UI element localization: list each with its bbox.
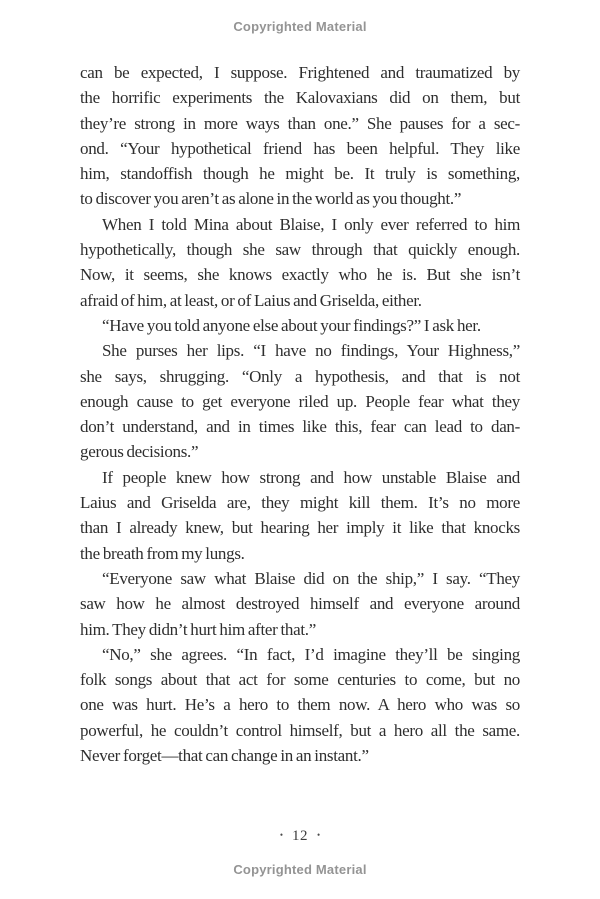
text-line: “No,” she agrees. “In fact, I’d imagine they’ll be singing (102, 644, 520, 664)
copyright-notice-top: Copyrighted Material (233, 19, 367, 34)
text-line: enough cause to get everyone riled up. People fear what they (80, 391, 520, 411)
text-line: folk songs about that act for some centuries to come, but no (80, 670, 520, 690)
text-line: than I already knew, but hearing her imply it like that knocks (80, 518, 520, 538)
text-line: him. They didn’t hurt him after that.” (80, 619, 316, 639)
text-line: the breath from my lungs. (80, 543, 245, 563)
text-line: the horrific experiments the Kalovaxians did on them, but (80, 88, 520, 108)
page-number-value: 12 (292, 828, 308, 844)
text-line: “Have you told anyone else about your findings?” I ask her. (102, 315, 481, 335)
text-line: one was hurt. He’s a hero to them now. A hero who was so (80, 695, 520, 715)
page-number-ornament-left: • (279, 830, 283, 840)
text-line: saw how he almost destroyed himself and everyone around (80, 594, 520, 614)
text-line: She purses her lips. “I have no findings, Your Highness,” (102, 341, 520, 361)
page-number-ornament-right: • (317, 830, 321, 840)
text-line: Never forget—that can change in an instant.” (80, 746, 369, 766)
text-line: When I told Mina about Blaise, I only ever referred to him (102, 214, 520, 234)
paragraph (80, 313, 520, 338)
text-line: If people knew how strong and how unstable Blaise and (102, 467, 520, 487)
paragraph (80, 60, 520, 212)
text-line: hypothetically, though she saw through that quickly enough. (80, 240, 520, 260)
text-line: Now, it seems, she knows exactly who he is. But she isn’t (80, 265, 520, 285)
paragraph (80, 566, 520, 642)
page-number (0, 828, 600, 845)
text-line: gerous decisions.” (80, 442, 199, 462)
text-line: afraid of him, at least, or of Laius and Griselda, either. (80, 290, 422, 310)
text-line: Laius and Griselda are, they might kill them. It’s no more (80, 493, 520, 513)
paragraph (80, 642, 520, 768)
text-line: to discover you aren’t as alone in the world as you thought.” (80, 189, 462, 209)
paragraph (80, 212, 520, 313)
text-line: can be expected, I suppose. Frightened and traumatized by (80, 63, 520, 82)
text-line: powerful, he couldn’t control himself, but a hero all the same. (80, 720, 520, 740)
text-line: him, standoffish though he might be. It truly is something, (80, 164, 520, 184)
text-line: “Everyone saw what Blaise did on the ship,” I say. “They (102, 568, 520, 588)
text-line: ond. “Your hypothetical friend has been helpful. They like (80, 138, 520, 158)
copyright-notice-bottom: Copyrighted Material (233, 862, 367, 877)
paragraph (80, 338, 520, 464)
paragraph (80, 465, 520, 566)
text-line: don’t understand, and in times like this, fear can lead to dan- (80, 417, 520, 437)
text-line: they’re strong in more ways than one.” She pauses for a sec- (80, 113, 520, 133)
text-line: she says, shrugging. “Only a hypothesis, and that is not (80, 366, 520, 386)
page-text (80, 60, 520, 768)
